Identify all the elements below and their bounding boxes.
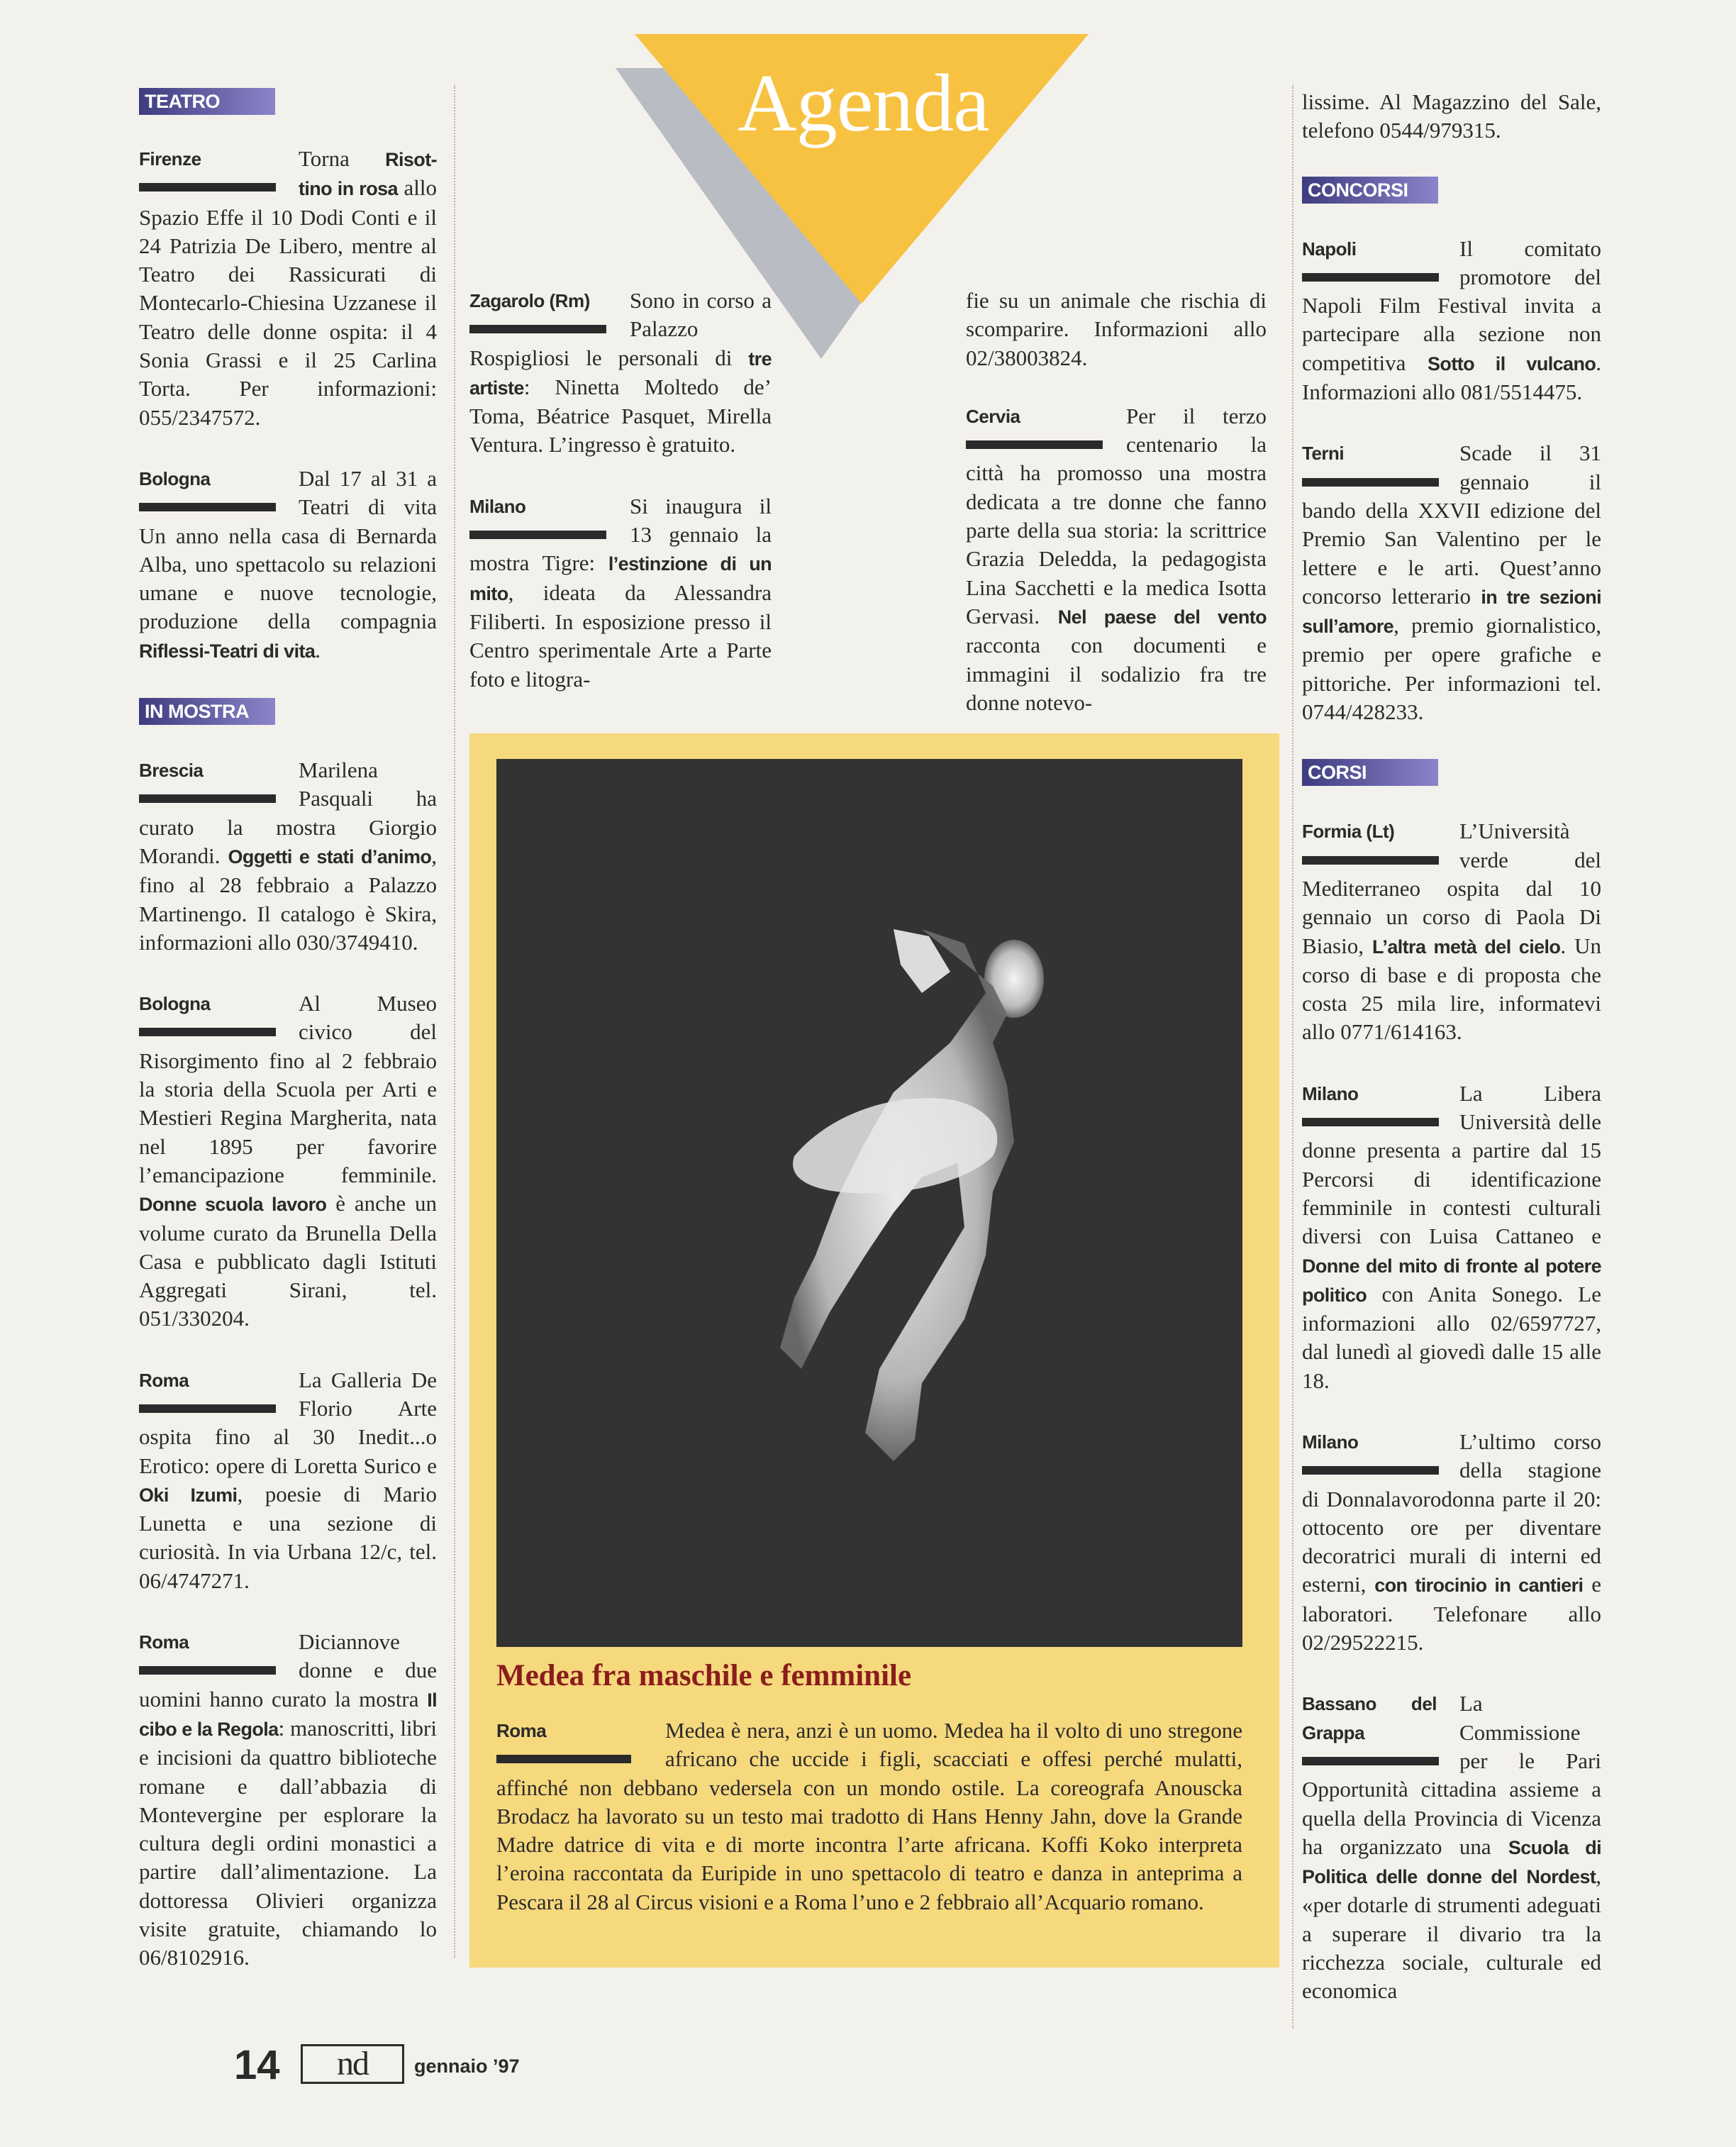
entry-city: Milano: [1302, 1431, 1359, 1453]
section-tag-concorsi: CONCORSI: [1302, 177, 1438, 204]
entry-bassano: Bassano del Grappa La Commissione per le Pari Opportunità cittadina assieme a quella della Provincia di Vicenza ha organizzato una Scuola di Politica delle donne del Nordest, «per dotarle di strumenti adeguati a superare il divario tra la ricchezza sociale, culturale ed economica: [1302, 1691, 1602, 2004]
divider-bar: [1302, 856, 1439, 865]
entry-city: Milano: [469, 495, 526, 517]
entry-terni: Terni Scade il 31 gennaio il bando della XXVII edizione del Premio San Valentino per le lettere e le arti. Quest’anno concorso letterario in tre sezioni sull’amore, premio giornalistico, premio per opere grafiche e pittoriche. Per informazioni tel. 0744/428233.: [1302, 440, 1601, 725]
entry-bologna-2: Bologna Al Museo civico del Risorgimento fino al 2 febbraio la storia della Scuola per Arti e Mestieri Regina Margherita, nata nel 1895 per favorire l’emancipazione femminile. Donne scuola lavoro è anche un volume curato da Brunella Della Casa e pubblicato dagli Istituti Aggregati Sirani, tel. 051/330204.: [139, 991, 437, 1331]
entry-bologna: Bologna Dal 17 al 31 a Teatri di vita Un anno nella casa di Bernarda Alba, uno spettacolo su relazioni umane e nuove tecnologie, produzione della compagnia Riflessi-Teatri di vita.: [139, 465, 437, 662]
entry-city: Roma: [139, 1369, 189, 1391]
entry-brescia: Brescia Marilena Pasquali ha curato la mostra Giorgio Morandi. Oggetti e stati d’animo, fino al 28 febbraio a Palazzo Martinengo. Il catalogo è Skira, informazioni allo 030/3749410.: [139, 758, 437, 955]
column-1-text: [139, 145, 437, 2005]
divider-bar: [469, 531, 606, 539]
column-1: [139, 88, 275, 146]
entry-city: Formia (Lt): [1302, 821, 1395, 843]
divider-bar: [1302, 1466, 1439, 1475]
divider-bar: [496, 1755, 631, 1763]
entry-city: Bologna: [139, 467, 211, 489]
entry-formia: Formia (Lt) L’Università verde del Mediterraneo ospita dal 10 gennaio un corso di Paola Di Biasio, L’altra metà del cielo. Un corso di base e di proposta che costa 25 mila lire, informatevi allo 0771/614163.: [1302, 819, 1602, 1045]
entry-roma-2: Roma Diciannove donne e due uomini hanno curato la mostra Il cibo e la Regola: manoscritti, libri e incisioni da quattro biblioteche romane e dall’abbazia di Montevergine per esplorare la cultura degli ordini monastici a partire dall’alimentazione. La dottoressa Olivieri organizza visite gratuite, chiamando lo 06/8102916.: [139, 1629, 437, 1970]
divider-bar: [139, 1666, 276, 1675]
section-tag-teatro: TEATRO: [139, 88, 275, 115]
divider-bar: [1302, 273, 1439, 282]
column-4-text: [1302, 88, 1601, 2038]
entry-city: Roma: [496, 1720, 547, 1741]
entry-continuation: fie su un animale che rischia di scomparire. Informazioni allo 02/38003824.: [966, 288, 1267, 370]
entry-continuation: lissime. Al Magazzino del Sale, telefono 0544/979315.: [1302, 89, 1601, 143]
divider-bar: [139, 1028, 276, 1036]
column-separator: [454, 85, 455, 1958]
entry-roma: Roma La Galleria De Florio Arte ospita fino al 30 Inedit...o Erotico: opere di Loretta Surico e Oki Izumi, poesie di Mario Lunetta e una sezione di curiosità. In via Urbana 12/c, tel. 06/4747271.: [139, 1367, 437, 1593]
column-3-text: [966, 287, 1267, 750]
entry-cervia: Cervia Per il terzo centenario la città ha promosso una mostra dedicata a tre donne che fanno parte della sua storia: la scrittrice Grazia Deledda, la pedagogista Lina Sacchetti e la medica Isotta Gervasi. Nel paese del vento racconta con documenti e immagini il sodalizio fra tre donne notevo-: [966, 403, 1267, 715]
divider-bar: [139, 183, 276, 192]
section-tag-in-mostra: IN MOSTRA: [139, 698, 275, 725]
divider-bar: [1302, 1118, 1439, 1126]
column-2-text: [469, 287, 772, 726]
entry-zagarolo: Zagarolo (Rm) Sono in corso a Palazzo Rospigliosi le personali di tre artiste: Ninetta Moltedo de’ Toma, Béatrice Pasquet, Mirella Ventura. L’ingresso è gratuito.: [469, 288, 772, 457]
issue-date: gennaio ’97: [414, 2056, 520, 2077]
entry-city: Bassano del Grappa: [1302, 1693, 1437, 1743]
divider-bar: [139, 794, 276, 803]
entry-city: Roma: [139, 1631, 189, 1653]
entry-city: Zagarolo (Rm): [469, 290, 590, 311]
page-title: Agenda: [738, 58, 989, 149]
entry-milano-2: Milano L’ultimo corso della stagione di Donnalavorodonna parte il 20: ottocento ore per diventare decoratrici murali di interni ed esterni, con tirocinio in cantieri e laboratori. Telefonare allo 02/29522215.: [1302, 1428, 1601, 1655]
entry-city: Brescia: [139, 760, 204, 782]
divider-bar: [139, 1404, 276, 1413]
divider-bar: [1302, 1757, 1439, 1765]
section-tag-corsi: CORSI: [1302, 759, 1438, 786]
entry-city: Bologna: [139, 993, 211, 1015]
divider-bar: [966, 440, 1103, 449]
entry-city: Cervia: [966, 405, 1020, 427]
magazine-logo: nd: [301, 2044, 404, 2084]
column-separator: [1292, 85, 1293, 2029]
entry-city: Firenze: [139, 148, 201, 170]
feature-title: Medea fra maschile e femminile: [496, 1659, 912, 1692]
entry-city: Napoli: [1302, 238, 1357, 260]
feature-text: Roma Medea è nera, anzi è un uomo. Medea ha il volto di uno stregone africano che uccide i figli, scacciati e offesi perché mulatti, affinché non debbano vedersela con un mondo ostile. La coreografa Anouscka Brodacz ha lavorato su un testo mai tradotto di Hans Henny Jahn, dove la Grande Madre datrice di vita e di morte incontra l’arte africana. Koffi Koko interpreta l’eroina raccontata da Euripide in uno spettacolo di teatro e danza in anteprima a Pescara il 28 al Circus visioni e a Roma l’uno e 2 febbraio all’Acquario romano.: [496, 1718, 1242, 1914]
entry-milano: Milano Si inaugura il 13 gennaio la mostra Tigre: l’estinzione di un mito, ideata da Alessandra Filiberti. In esposizione presso il Centro sperimentale Arte a Parte foto e litogra-: [469, 493, 772, 692]
divider-bar: [1302, 478, 1439, 487]
dancer-image: [496, 759, 1242, 1647]
dancer-photo: [496, 759, 1242, 1647]
entry-firenze: Firenze Torna Risot-tino in rosa allo Spazio Effe il 10 Dodi Conti e il 24 Patrizia De Libero, mentre al Teatro dei Rassicurati di Montecarlo-Chiesina Uzzanese il Teatro delle donne ospita: il 4 Sonia Grassi e il 25 Carlina Torta. Per informazioni: 055/2347572.: [139, 146, 437, 430]
page-number: 14: [234, 2042, 280, 2088]
divider-bar: [139, 503, 276, 511]
entry-napoli: Napoli Il comitato promotore del Napoli Film Festival invita a partecipare alla sezione non competitiva Sotto il vulcano. Informazioni allo 081/5514475.: [1302, 235, 1601, 405]
entry-city: Terni: [1302, 443, 1345, 465]
entry-city: Milano: [1302, 1082, 1359, 1104]
entry-milano: Milano La Libera Università delle donne presenta a partire dal 15 Percorsi di identificazione femminile in contesti culturali diversi con Luisa Cattaneo e Donne del mito di fronte al potere politico con Anita Sonego. Le informazioni allo 02/6597727, dal lunedì al giovedì dalle 15 alle 18.: [1302, 1080, 1601, 1393]
divider-bar: [469, 325, 606, 333]
